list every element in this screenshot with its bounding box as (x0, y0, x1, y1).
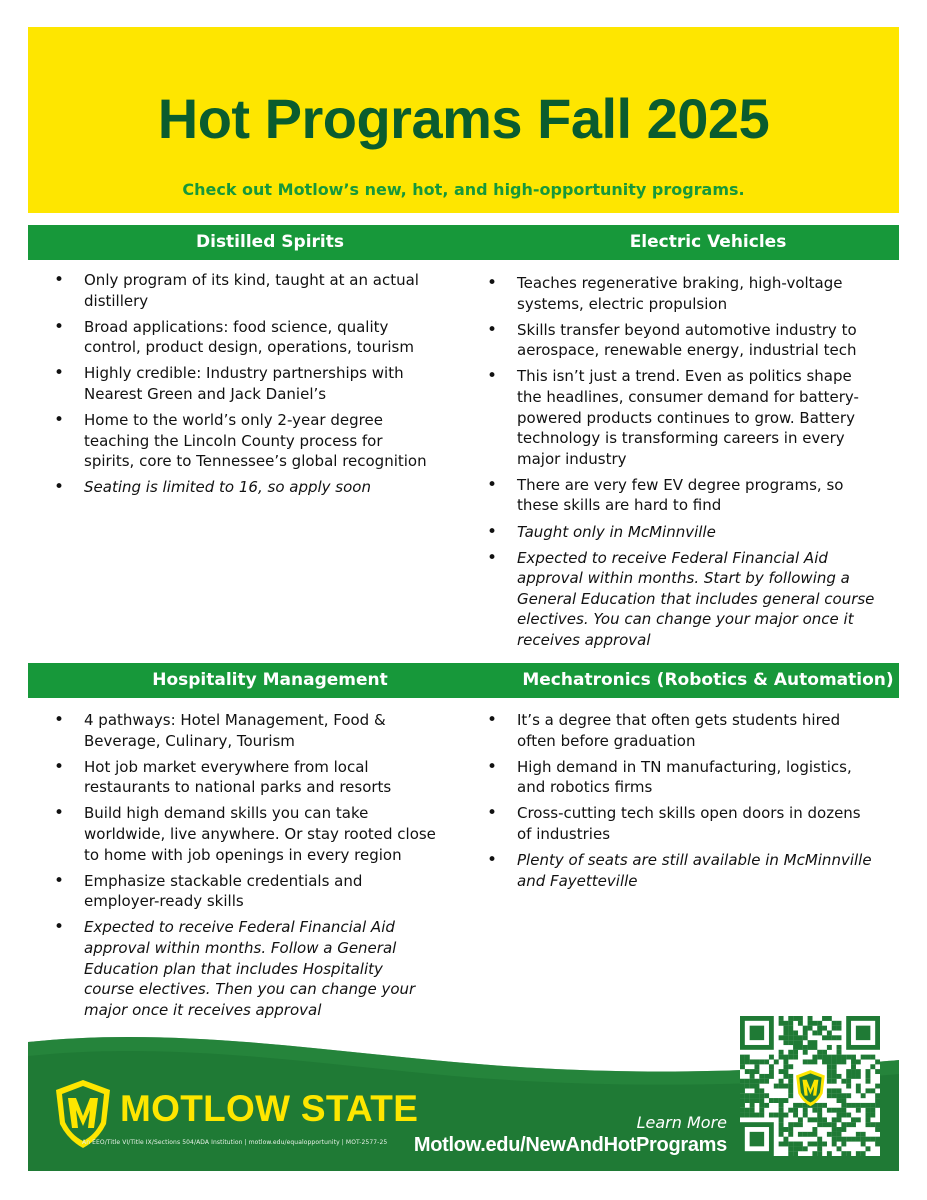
distilled-spirits-list (52, 270, 437, 503)
list-item: • Seating is limited to 16, so apply soon (52, 477, 437, 498)
qr-code-graphic (740, 1016, 880, 1156)
list-item: • Emphasize stackable credentials and employer-ready skills (52, 871, 437, 912)
list-item: • 4 pathways: Hotel Management, Food & Beverage, Culinary, Tourism (52, 710, 437, 751)
section-title-distilled-spirits: Distilled Spirits (196, 232, 344, 252)
page-title: Hot Programs Fall 2025 (157, 87, 770, 150)
list-item: • High demand in TN manufacturing, logistics, and robotics firms (485, 757, 877, 798)
footer (28, 1030, 899, 1171)
section-title-electric-vehicles: Electric Vehicles (629, 232, 787, 252)
program-url-link[interactable]: Motlow.edu/NewAndHotPrograms (413, 1134, 727, 1156)
list-item: • Cross-cutting tech skills open doors in dozens of industries (485, 803, 877, 844)
list-item: • Expected to receive Federal Financial Aid approval within months. Follow a General Education plan that includes Hospitality course electives. Then you can change your major once it receives approval (52, 917, 437, 1020)
section-bar-row-1 (28, 225, 899, 260)
mechatronics-list (485, 710, 877, 897)
list-item: • Build high demand skills you can take worldwide, live anywhere. Or stay rooted close to home with job openings in every region (52, 803, 437, 865)
page-subtitle: Check out Motlow’s new, hot, and high-opportunity programs. (182, 180, 745, 199)
section-bar-row-2 (28, 663, 899, 698)
brand-name: MOTLOW STATE (120, 1088, 419, 1129)
list-item: • It’s a degree that often gets students hired often before graduation (485, 710, 877, 751)
header-banner (28, 27, 899, 213)
list-item: • Broad applications: food science, quality control, product design, operations, tourism (52, 317, 437, 358)
list-item: • This isn’t just a trend. Even as politics shape the headlines, consumer demand for battery-powered products continues to grow. Battery technology is transforming careers in every major industry (485, 366, 877, 469)
list-item: • Expected to receive Federal Financial Aid approval within months. Start by following a General Education that includes general course electives. You can change your major once it receives approval (485, 548, 877, 651)
list-item: • Home to the world’s only 2-year degree teaching the Lincoln County process for spirits, core to Tennessee’s global recognition (52, 410, 437, 472)
list-item: • Highly credible: Industry partnerships with Nearest Green and Jack Daniel’s (52, 363, 437, 404)
section-title-hospitality-management: Hospitality Management (152, 670, 388, 690)
list-item: • Hot job market everywhere from local restaurants to national parks and resorts (52, 757, 437, 798)
list-item: • There are very few EV degree programs, so these skills are hard to find (485, 475, 877, 516)
list-item: • Taught only in McMinnville (485, 522, 877, 543)
list-item: • Skills transfer beyond automotive industry to aerospace, renewable energy, industrial tech (485, 320, 877, 361)
eeo-statement: An EEO/Title VI/Title IX/Sections 504/ADA Institution | motlow.edu/equalopportunity | MOT-2577-25 (82, 1139, 388, 1146)
list-item: • Teaches regenerative braking, high-voltage systems, electric propulsion (485, 273, 877, 314)
qr-code-icon[interactable] (740, 1016, 880, 1156)
electric-vehicles-list (485, 273, 877, 656)
list-item: • Only program of its kind, taught at an actual distillery (52, 270, 437, 311)
learn-more-label: Learn More (636, 1113, 727, 1132)
list-item: • Plenty of seats are still available in McMinnville and Fayetteville (485, 850, 877, 891)
section-title-mechatronics: Mechatronics (Robotics & Automation) (522, 670, 894, 690)
hospitality-list (52, 710, 437, 1026)
